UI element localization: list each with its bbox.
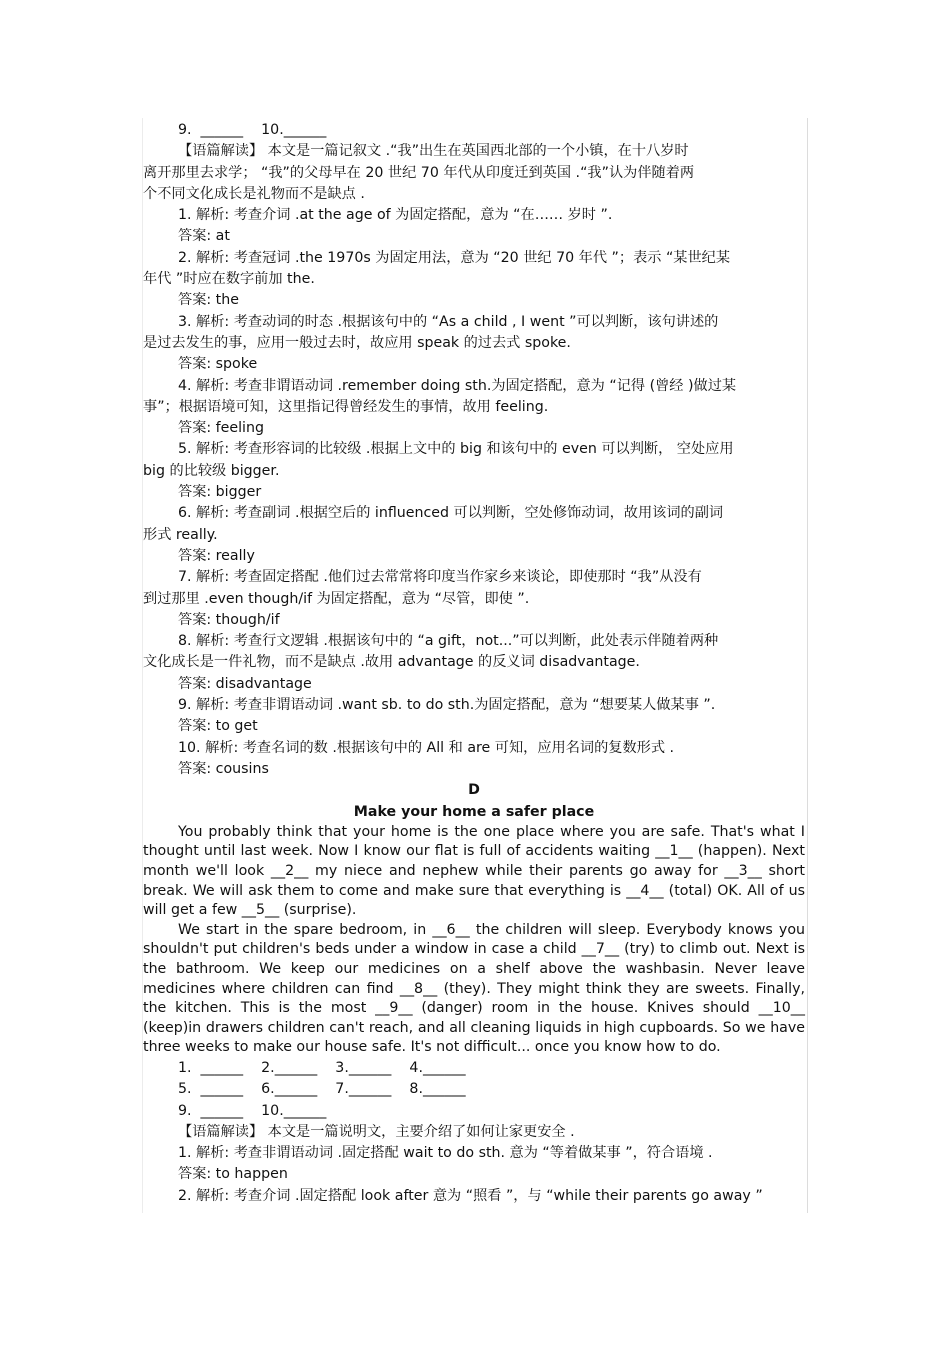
- explanation-line: 5. 解析: 考查形容词的比较级 .根据上文中的 big 和该句中的 even 可以判断， 空处应用: [178, 441, 734, 458]
- explanation-line: 是过去发生的事，应用一般过去时，故应用 speak 的过去式 spoke.: [143, 334, 571, 351]
- explanation-line: 8. 解析: 考查行文逻辑 .根据该句中的 “a gift，not...”可以判断，此处表示伴随着两种: [178, 633, 719, 650]
- explanation-line: 形式 really.: [143, 526, 218, 543]
- reading-intro-2: 【语篇解读】 本文是一篇说明文，主要介绍了如何让家更安全 .: [178, 1123, 575, 1140]
- blank-row: 9. ______ 10.______: [178, 1102, 327, 1119]
- right-margin-rule: [807, 118, 808, 1213]
- blank-row: 1. ______ 2.______ 3.______ 4.______: [178, 1059, 466, 1076]
- explanation-line: 2. 解析: 考查冠词 .the 1970s 为固定用法，意为 “20 世纪 70 年代 ”；表示 “某世纪某: [178, 249, 731, 266]
- explanation-line: 到过那里 .even though/if 为固定搭配，意为 “尽管，即使 ”.: [143, 590, 530, 607]
- answer-item: [143, 1186, 805, 1207]
- reading-intro-line: 个不同文化成长是礼物而不是缺点 .: [143, 185, 365, 202]
- top-answer-blanks: 9. ______ 10.______: [178, 122, 327, 138]
- explanation-line: 1. 解析: 考查非谓语动词 .固定搭配 wait to do sth. 意为 “等着做某事 ”，符合语境 .: [178, 1145, 713, 1162]
- passage-paragraph: You probably think that your home is the one place where you are safe. That's what I thought until last week. Now I know our flat is full of accidents waiting __1__ (happen). Next month we'll look __2__ my niece and nephew while their parents go away for __3__ short break. We will ask them to come and make sure that everything is __4__ (total) OK. All of us will get a few __5__ (surprise).: [143, 823, 805, 919]
- answer-item: [143, 567, 805, 631]
- explanation-line: 事”；根据语境可知，这里指记得曾经发生的事情，故用 feeling.: [143, 398, 549, 415]
- answer-line: 答案: the: [178, 292, 239, 309]
- explanation-line: 年代 ”时应在数字前加 the.: [143, 271, 315, 288]
- answer-item: [143, 248, 805, 312]
- passage-title: Make your home a safer place: [353, 803, 595, 820]
- reading-intro-line: 离开那里去求学； “我”的父母早在 20 世纪 70 年代从印度迁到英国 .“我”认为伴随着两: [143, 164, 695, 181]
- blank-row: 5. ______ 6.______ 7.______ 8.______: [178, 1081, 466, 1098]
- explanation-line: 4. 解析: 考查非谓语动词 .remember doing sth.为固定搭配，意为 “记得 (曾经 )做过某: [178, 377, 737, 394]
- answer-item: [143, 738, 805, 781]
- answer-item: [143, 1143, 805, 1186]
- answer-line: 答案: disadvantage: [178, 675, 312, 692]
- explanation-line: 6. 解析: 考查副词 .根据空后的 influenced 可以判断，空处修饰动词，故用该词的副词: [178, 505, 724, 522]
- explanation-line: 1. 解析: 考查介词 .at the age of 为固定搭配，意为 “在…… 岁时 ”.: [178, 207, 613, 224]
- section-letter: D: [468, 782, 480, 799]
- passage-paragraph: We start in the spare bedroom, in __6__ the children will sleep. Everybody knows you shouldn't put children's beds under a window in case a child __7__ (try) to climb out. Next is the bathroom. We keep our medicines on a shelf above the washbasin. Never leave medicines where children can find __8__ (they). They might think they are sweets. Finally, the kitchen. This is the most __9__ (danger) room in the house. Knives should __10__ (keep)in drawers children can't reach, and all cleaning liquids in high cupboards. So we have three weeks to make our house safe. It's not difficult... once you know how to do.: [143, 921, 805, 1056]
- cloze-passage: [143, 823, 805, 1058]
- answer-line: 答案: though/if: [178, 611, 280, 628]
- answer-item: [143, 312, 805, 376]
- answer-item: [143, 376, 805, 440]
- answer-line: 答案: to get: [178, 718, 258, 735]
- explanation-line: 3. 解析: 考查动词的时态 .根据该句中的 “As a child , I went ”可以判断，该句讲述的: [178, 313, 719, 330]
- explanation-line: 9. 解析: 考查非谓语动词 .want sb. to do sth.为固定搭配，意为 “想要某人做某事 ”.: [178, 697, 716, 714]
- answer-item: [143, 631, 805, 695]
- answer-line: 答案: feeling: [178, 420, 264, 437]
- answer-line: 答案: at: [178, 228, 230, 245]
- answer-item: [143, 695, 805, 738]
- answer-item: [143, 439, 805, 503]
- answer-line: 答案: bigger: [178, 484, 262, 501]
- reading-intro-line: 【语篇解读】 本文是一篇记叙文 .“我”出生在英国西北部的一个小镇，在十八岁时: [178, 143, 689, 160]
- answer-item: [143, 205, 805, 248]
- explanation-line: 10. 解析: 考查名词的数 .根据该句中的 All 和 are 可知，应用名词的复数形式 .: [178, 739, 675, 756]
- explanation-line: big 的比较级 bigger.: [143, 462, 280, 479]
- explanation-line: 7. 解析: 考查固定搭配 .他们过去常常将印度当作家乡来谈论，即使那时 “我”从没有: [178, 569, 702, 586]
- reading-intro-1: [143, 141, 805, 205]
- answer-line: 答案: really: [178, 547, 255, 564]
- explanation-line: 2. 解析: 考查介词 .固定搭配 look after 意为 “照看 ”，与 “while their parents go away ”: [178, 1187, 763, 1204]
- answer-explanations-1: [143, 205, 805, 780]
- answer-line: 答案: to happen: [178, 1166, 288, 1183]
- page-content: [143, 120, 805, 1207]
- answer-line: 答案: cousins: [178, 760, 269, 777]
- answer-item: [143, 503, 805, 567]
- answer-blank-rows: [143, 1058, 805, 1122]
- explanation-line: 文化成长是一件礼物，而不是缺点 .故用 advantage 的反义词 disadvantage.: [143, 654, 640, 671]
- answer-line: 答案: spoke: [178, 356, 258, 373]
- answer-explanations-2: [143, 1143, 805, 1207]
